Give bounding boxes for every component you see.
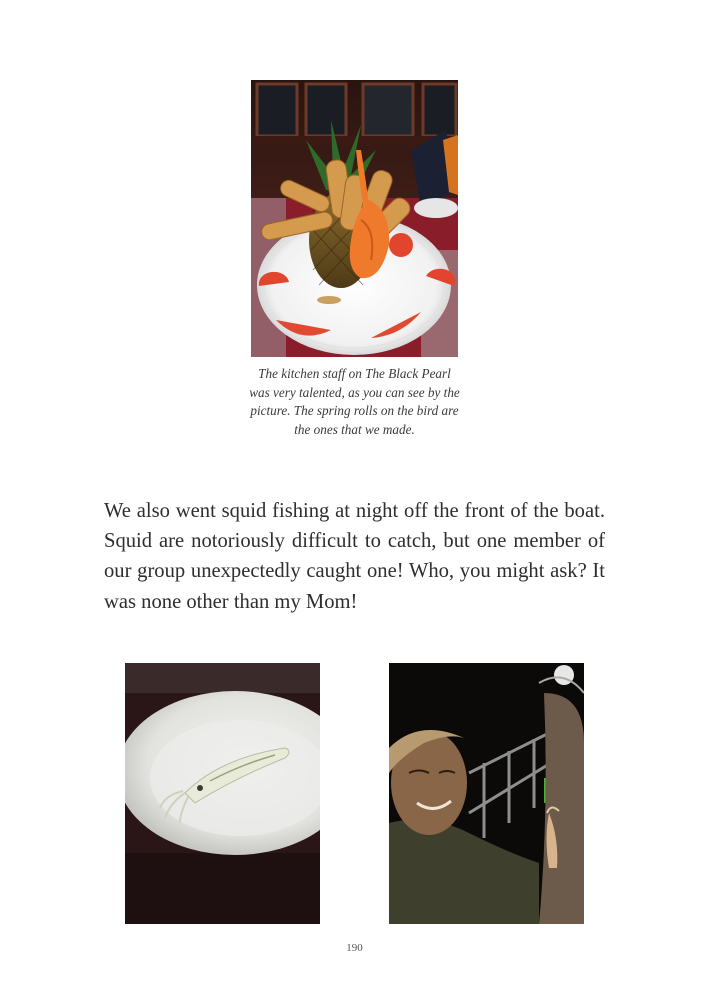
squid-on-plate-photo (125, 663, 320, 924)
page-number: 190 (346, 942, 363, 954)
body-paragraph: We also went squid fishing at night off the front of the boat. Squid are notoriously difficult to catch, but one member of our group unexpectedly caught one! Who, you might ask? It was none other than my Mom! (104, 500, 605, 613)
pineapple-bird-dish-photo (251, 80, 458, 357)
photo-caption: The kitchen staff on The Black Pearl was very talented, as you can see by the picture. The spring rolls on the bird are the ones that we made. (249, 366, 460, 437)
night-selfie-with-squid-photo (389, 663, 584, 924)
